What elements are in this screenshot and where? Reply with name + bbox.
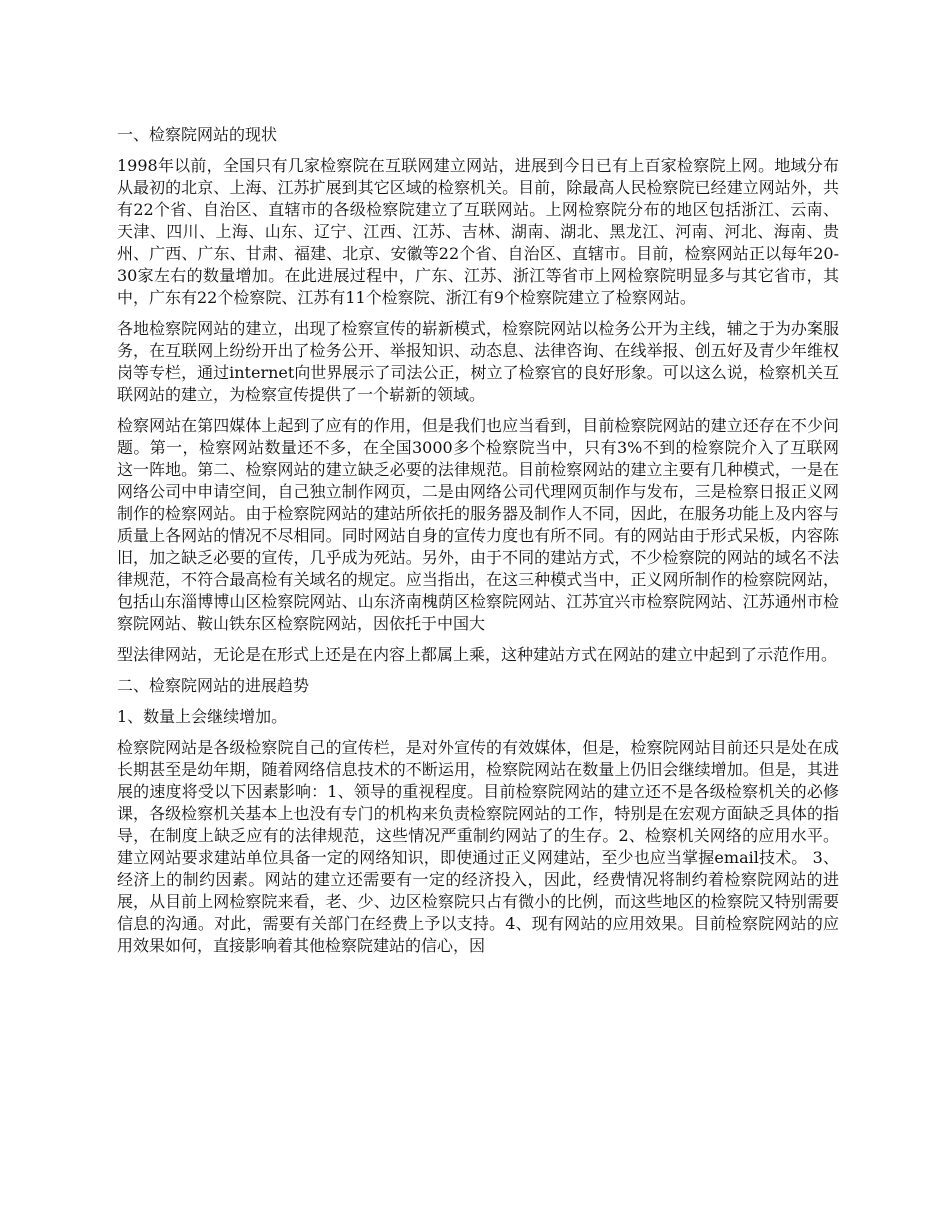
document-page [117, 124, 839, 966]
section-heading-current-status: 一、检察院网站的现状 [117, 125, 278, 144]
paragraph-problems: 检察网站在第四媒体上起到了应有的作用，但是我们也应当看到，目前检察院网站的建立还存在不少问题。第一，检察网站数量还不多，在全国3000多个检察院当中，只有3%不到的检察院介入了互联网这一阵地。第二、检察网站的建立缺乏必要的法律规范。目前检察网站的建立主要有几种模式，一是在网络公司中申请空间，自己独立制作网页，二是由网络公司代理网页制作与发布，三是检察日报正义网制作的检察网站。由于检察院网站的建站所依托的服务器及制作人不同，因此，在服务功能上及内容与质量上各网站的情况不尽相同。同时网站自身的宣传力度也有所不同。有的网站由于形式呆板，内容陈旧，加之缺乏必要的宣传，几乎成为死站。另外，由于不同的建站方式，不少检察院的网站的域名不法律规范，不符合最高检有关域名的规定。应当指出，在这三种模式当中，正义网所制作的检察院网站，包括山东淄博博山区检察院网站、山东济南槐荫区检察院网站、江苏宜兴市检察院网站、江苏通州市检察院网站、鞍山铁东区检察院网站，因依托于中国大 [117, 416, 839, 633]
subheading-quantity: 1、数量上会继续增加。 [117, 707, 288, 726]
paragraph-history: 1998年以前，全国只有几家检察院在互联网建立网站，进展到今日已有上百家检察院上网。地域分布从最初的北京、上海、江苏扩展到其它区域的检察机关。目前，除最高人民检察院已经建立网站外，共有22个省、自治区、直辖市的各级检察院建立了互联网站。上网检察院分布的地区包括浙江、云南、天津、四川、上海、山东、辽宁、江西、江苏、吉林、湖南、湖北、黑龙江、河南、河北、海南、贵州、广西、广东、甘肃、福建、北京、安徽等22个省、自治区、直辖市。目前，检察网站正以每年20-30家左右的数量增加。在此进展过程中，广东、江苏、浙江等省市上网检察院明显多与其它省市，其中，广东有22个检察院、江苏有11个检察院、浙江有9个检察院建立了检察网站。 [117, 156, 839, 307]
paragraph-problems-continued: 型法律网站，无论是在形式上还是在内容上都属上乘，这种建站方式在网站的建立中起到了示范作用。 [117, 645, 838, 664]
paragraph-new-mode: 各地检察院网站的建立，出现了检察宣传的崭新模式，检察院网站以检务公开为主线，辅之于为办案服务，在互联网上纷纷开出了检务公开、举报知识、动态息、法律咨询、在线举报、创五好及青少年维权岗等专栏，通过internet向世界展示了司法公正，树立了检察官的良好形象。可以这么说，检察机关互联网站的建立，为检察宣传提供了一个崭新的领域。 [117, 319, 839, 404]
section-heading-trends: 二、检察院网站的进展趋势 [117, 676, 310, 695]
paragraph-growth-factors: 检察院网站是各级检察院自己的宣传栏，是对外宣传的有效媒体，但是，检察院网站目前还只是处在成长期甚至是幼年期，随着网络信息技术的不断运用，检察院网站在数量上仍旧会继续增加。但是，其进展的速度将受以下因素影响：1、领导的重视程度。目前检察院网站的建立还不是各级检察机关的必修课，各级检察机关基本上也没有专门的机构来负责检察院网站的工作，特别是在宏观方面缺乏具体的指导，在制度上缺乏应有的法律规范，这些情况严重制约网站了的生存。2、检察机关网络的应用水平。建立网站要求建站单位具备一定的网络知识，即使通过正义网建站，至少也应当掌握email技术。 3、经济上的制约因素。网站的建立还需要有一定的经济投入，因此，经费情况将制约着检察院网站的进展，从目前上网检察院来看，老、少、边区检察院只占有微小的比例，而这些地区的检察院又特别需要信息的沟通。对此，需要有关部门在经费上予以支持。4、现有网站的应用效果。目前检察院网站的应用效果如何，直接影响着其他检察院建站的信心，因 [117, 738, 839, 955]
